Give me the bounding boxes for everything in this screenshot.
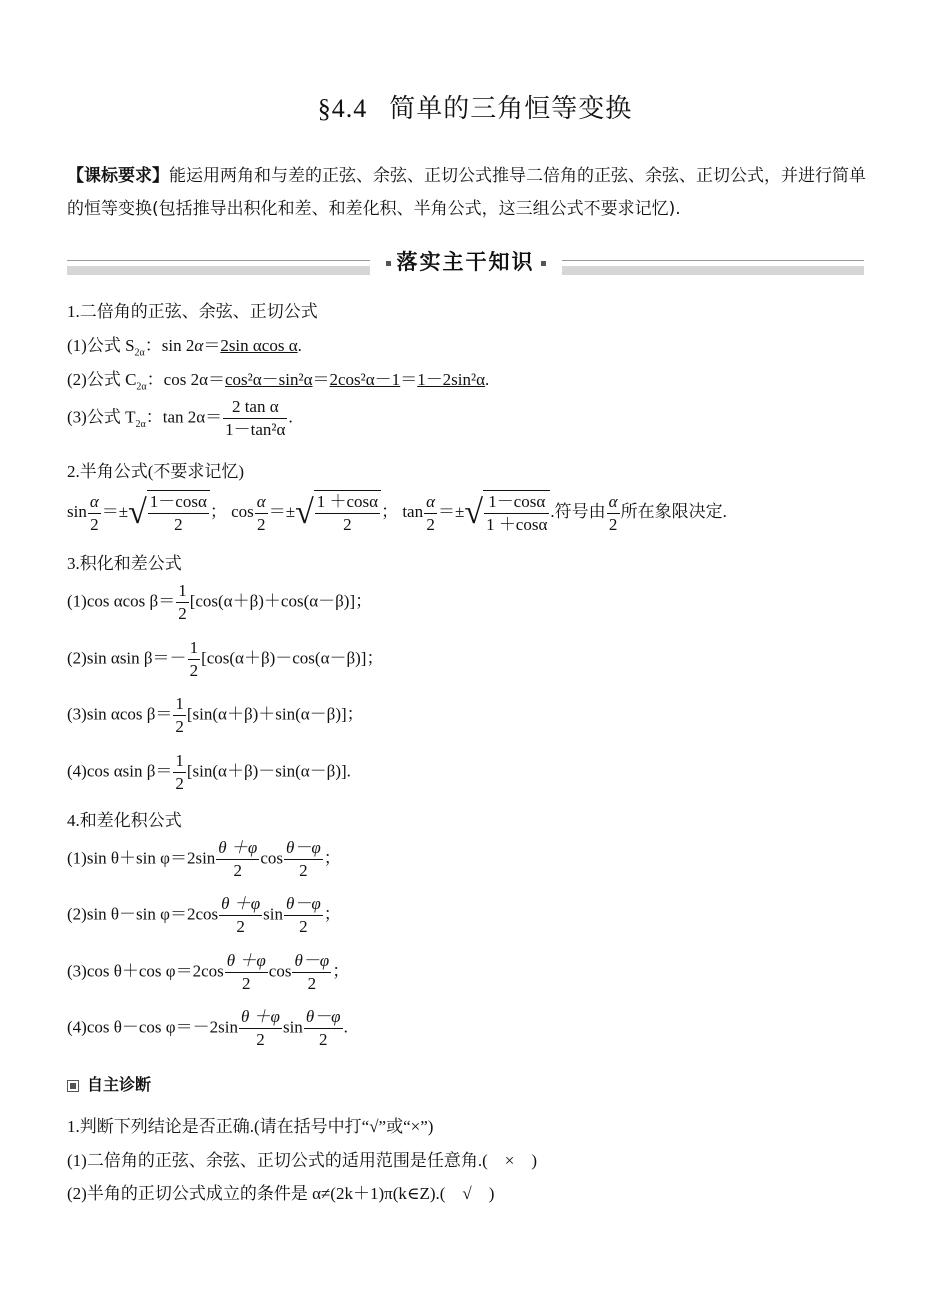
- product-to-sum-4: (4)cos αsin β＝ $\frac{1}{2}$ [sin(α＋β)－sin(α－β)].: [67, 751, 351, 793]
- s3-heading: 3.积化和差公式: [67, 554, 182, 573]
- sqrt-sign: √ $\frac{1-\cos\alpha}{2}$: [128, 490, 210, 536]
- bullet-icon: [541, 261, 546, 266]
- diag-item-2: (2)半角的正切公式成立的条件是 α≠(2k＋1)π(k∈Z).( √ ): [67, 1184, 495, 1203]
- sqrt-sign: √ $\frac{1-\cos\alpha}{1 +\cos\alpha}$: [464, 490, 550, 536]
- title-text: 简单的三角恒等变换: [389, 94, 633, 123]
- section-number: §4.4: [317, 94, 368, 123]
- answer-blank: 2sin αcos α: [220, 336, 298, 355]
- formula-s2a: (1)公式 $S_{2\alpha}$：sin 2α＝2sin αcos α.: [67, 336, 302, 359]
- requirement-tag: 【课标要求】: [67, 166, 169, 186]
- formula-c2a: (2)公式 $C_{2\alpha}$：cos 2α＝cos²α－sin²α＝2cos²α－1＝1－2sin²α.: [67, 370, 490, 393]
- s2-heading: 2.半角公式(不要求记忆): [67, 462, 245, 481]
- diag-question-1: 1.判断下列结论是否正确.(请在括号中打“√”或“×”): [67, 1117, 434, 1136]
- answer-blank: 1－2sin²α: [417, 370, 486, 389]
- bullet-icon: [386, 261, 391, 266]
- sum-to-product-4: (4)cos θ－cos φ＝－2sin $\frac{\theta +\varphi}{2}$ sin $\frac{\theta-\varphi}{2}$ .: [67, 1007, 348, 1049]
- product-to-sum-1: (1)cos αcos β＝ $\frac{1}{2}$ [cos(α＋β)＋cos(α－β)]；: [67, 581, 373, 623]
- sum-to-product-2: (2)sin θ－sin φ＝2cos $\frac{\theta +\varphi}{2}$ sin $\frac{\theta-\varphi}{2}$ ；: [67, 894, 341, 936]
- diag-item-1: (1)二倍角的正弦、余弦、正切公式的适用范围是任意角.( × ): [67, 1151, 537, 1170]
- answer-blank: 2cos²α－1: [329, 370, 401, 389]
- product-to-sum-2: (2)sin αsin β＝－ $\frac{1}{2}$ [cos(α＋β)－cos(α－β)]；: [67, 638, 384, 680]
- sqrt-sign: √ $\frac{1 +\cos\alpha}{2}$: [295, 490, 381, 536]
- fraction: $\frac{\text{2 tan α}}{\text{1－tan²α}}$: [225, 397, 286, 439]
- sum-to-product-3: (3)cos θ＋cos φ＝2cos $\frac{\theta +\varphi}{2}$ cos $\frac{\theta-\varphi}{2}$ ；: [67, 951, 350, 993]
- requirement-text: 能运用两角和与差的正弦、余弦、正切公式推导二倍角的正弦、余弦、正切公式，并进行简单的恒等变换(包括推导出积化和差、和差化积、半角公式，这三组公式不要求记忆).: [67, 166, 866, 219]
- section-banner: [67, 246, 864, 280]
- formula-t2a: (3)公式 $T_{2\alpha}$：tan 2α＝ $\frac{\text{2 tan α}}{\text{1－tan²α}}$ .: [67, 397, 293, 439]
- curriculum-requirement: [67, 160, 872, 226]
- answer-blank: cos²α－sin²α: [225, 370, 313, 389]
- s1-heading: 1.二倍角的正弦、余弦、正切公式: [67, 302, 318, 321]
- s4-heading: 4.和差化积公式: [67, 811, 182, 830]
- product-to-sum-3: (3)sin αcos β＝ $\frac{1}{2}$ [sin(α＋β)＋sin(α－β)]；: [67, 694, 364, 736]
- banner-label: 落实主干知识: [370, 246, 562, 276]
- self-diagnosis-heading: 自主诊断: [67, 1072, 151, 1095]
- sum-to-product-1: (1)sin θ＋sin φ＝2sin $\frac{\theta +\varphi}{2}$ cos $\frac{\theta-\varphi}{2}$ ；: [67, 838, 341, 880]
- half-angle-formulas: sin $\frac{\alpha}{2}$ ＝±√ $\frac{1-\cos\alpha}{2}$ ； cos $\frac{\alpha}{2}$ ＝±√ $\frac{1 +\cos\alpha}{2}$ ； tan $\frac{\alpha}{2}$ ＝±√ $\frac{1-\cos\alpha}{1 +\cos\alpha}$ .符号由 $\frac{\alpha}{2}$ 所在象限决定.: [67, 491, 727, 534]
- square-bullet-icon: [67, 1080, 79, 1092]
- page-title: [0, 88, 950, 125]
